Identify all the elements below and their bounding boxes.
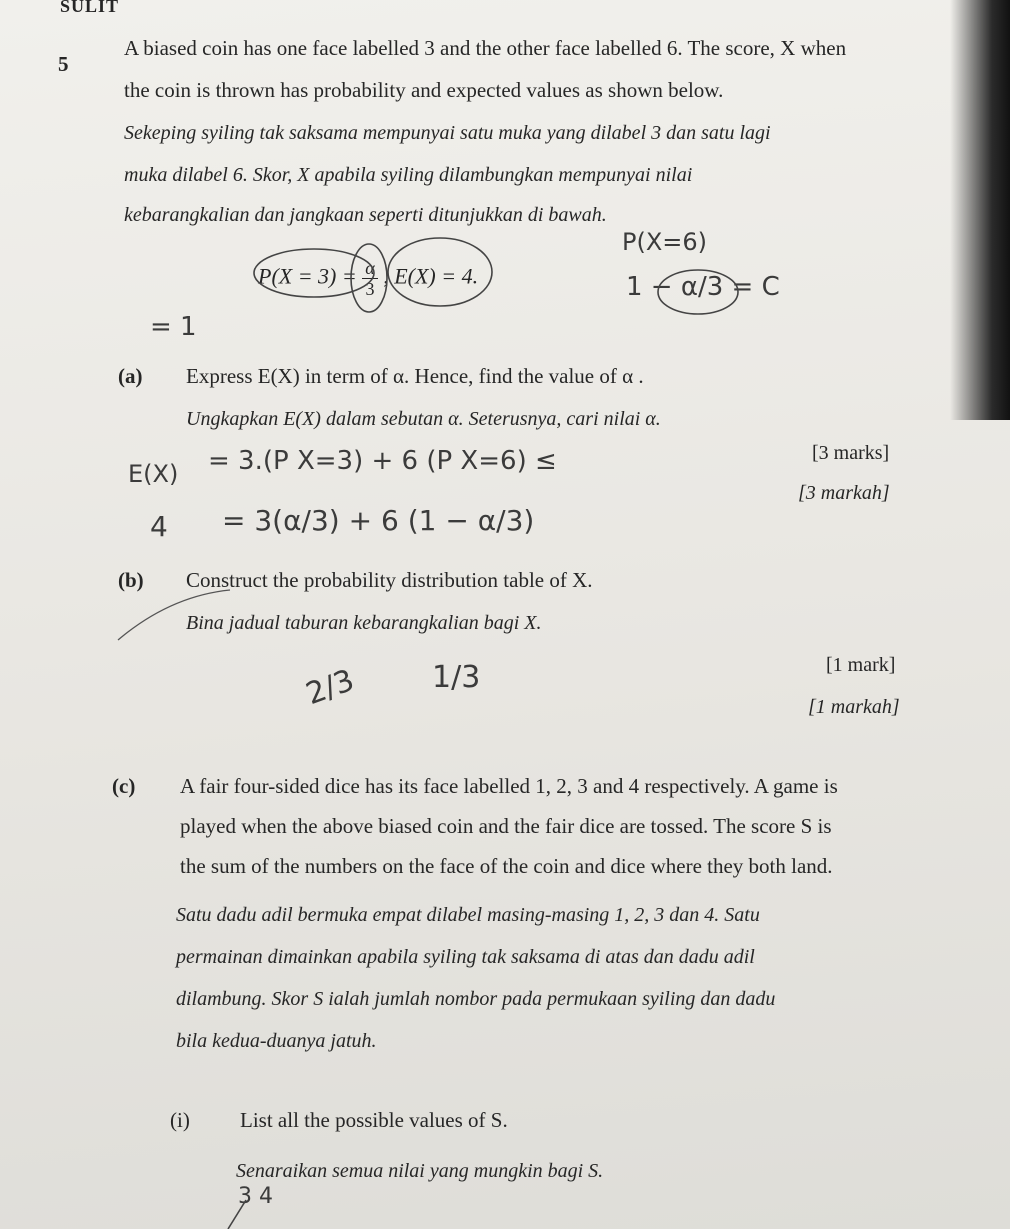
intro-ms-line-2: muka dilabel 6. Skor, X apabila syiling dilambungkan mempunyai nilai [124,164,693,186]
handwriting-top-right: P(X=6) [622,228,708,256]
formula-fraction-numerator: α [362,258,377,279]
part-c-i-label: (i) [170,1108,190,1132]
pen-stroke-c [228,1200,246,1229]
part-c-i-text-ms: Senaraikan semua nilai yang mungkin bagi S. [236,1160,604,1182]
intro-en-line-1: A biased coin has one face labelled 3 and the other face labelled 6. The score, X when [124,36,847,60]
handwriting-a-line2-left: 4 [150,510,168,543]
part-b-text-ms: Bina jadual taburan kebarangkalian bagi X. [186,612,542,634]
question-number: 5 [58,52,69,76]
part-a-text-en: Express E(X) in term of α. Hence, find the value of α . [186,364,644,388]
part-c-text-en-1: A fair four-sided dice has its face labelled 1, 2, 3 and 4 respectively. A game is [180,774,838,798]
part-b-text-en: Construct the probability distribution table of X. [186,568,593,592]
formula-fraction-denominator: 3 [365,279,375,299]
part-a-label: (a) [118,364,143,388]
part-c-label: (c) [112,774,136,798]
handwriting-left-eq: = 1 [150,312,197,342]
handwriting-b-left: 2/3 [301,662,359,713]
sulit-header: SULIT [60,0,120,16]
intro-ms-line-3: kebarangkalian dan jangkaan seperti ditunjukkan di bawah. [124,204,607,226]
handwriting-b-right: 1/3 [432,660,481,695]
handwriting-top-right-2: 1 − α/3 = C [626,272,780,302]
part-c-text-ms-4: bila kedua-duanya jatuh. [176,1030,377,1052]
part-a-text-ms: Ungkapkan E(X) dalam sebutan α. Seterusnya, cari nilai α. [186,408,661,430]
handwriting-a-line1: = 3.(P X=3) + 6 (P X=6) ≤ [208,446,557,476]
intro-en-line-2: the coin is thrown has probability and expected values as shown below. [124,78,724,102]
part-b-marks-ms: [1 markah] [808,696,900,718]
handwriting-c-bottom: 3 4 [238,1184,273,1209]
pen-circle-fraction [351,244,387,312]
handwriting-a-line1-left: E(X) [128,460,179,488]
part-b-marks-en: [1 mark] [826,654,896,676]
part-c-i-text-en: List all the possible values of S. [240,1108,508,1132]
part-c-text-ms-2: permainan dimainkan apabila syiling tak saksama di atas dan dadu adil [176,946,755,968]
pen-circle-ex [388,238,492,306]
part-c-text-ms-1: Satu dadu adil bermuka empat dilabel masing-masing 1, 2, 3 dan 4. Satu [176,904,760,926]
part-c-text-en-3: the sum of the numbers on the face of the coin and dice where they both land. [180,854,833,878]
part-c-text-en-2: played when the above biased coin and the fair dice are tossed. The score S is [180,814,832,838]
intro-ms-line-1: Sekeping syiling tak saksama mempunyai satu muka yang dilabel 3 dan satu lagi [124,122,771,144]
part-b-label: (b) [118,568,144,592]
part-a-marks-ms: [3 markah] [798,482,890,504]
pen-circle-right [658,270,738,314]
handwriting-a-line2: = 3(α/3) + 6 (1 − α/3) [222,504,535,537]
formula-ex: , E(X) = 4. [383,263,479,289]
part-a-marks-en: [3 marks] [812,442,890,464]
part-c-text-ms-3: dilambung. Skor S ialah jumlah nombor pada permukaan syiling dan dadu [176,988,776,1010]
formula-px: P(X = 3) = [258,263,363,289]
pen-stroke-b [118,590,230,640]
